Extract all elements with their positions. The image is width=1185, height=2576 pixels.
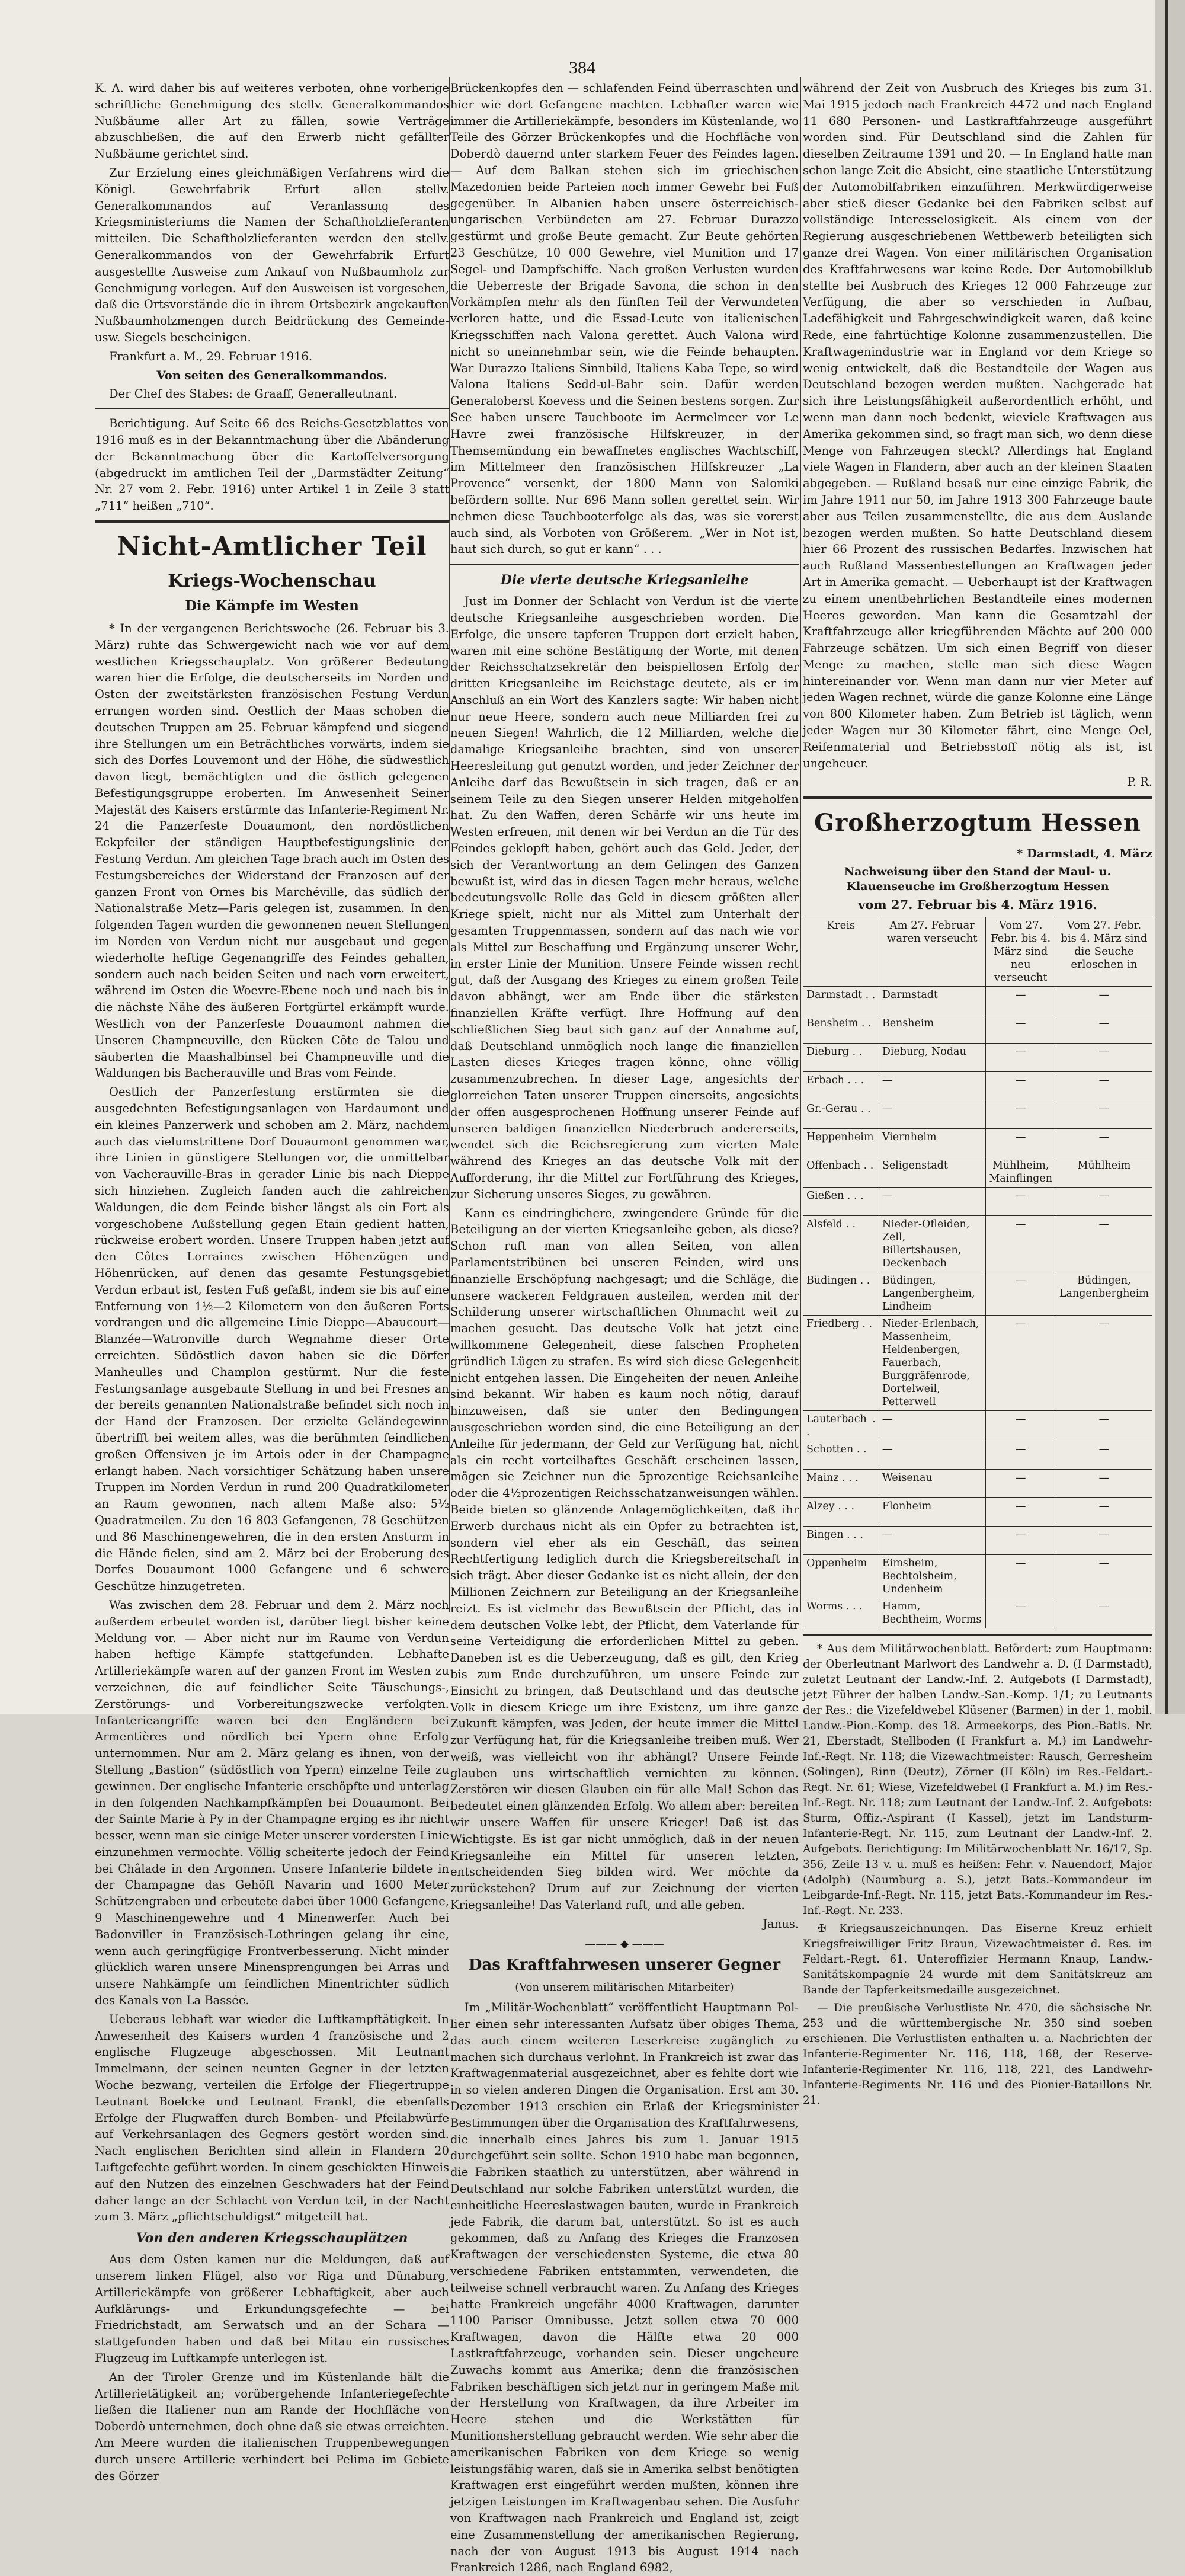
column-2 (450, 80, 799, 2575)
table-cell-verseucht: Nieder-Ofleiden, Zell, Billertshausen, Deckenbach (879, 1215, 985, 1272)
article-subtitle: Die Kämpfe im Westen (185, 597, 359, 614)
table-cell-erloschen: — (1056, 1315, 1152, 1410)
table-cell-erloschen: — (1056, 1497, 1152, 1526)
table-header-row (803, 917, 1152, 986)
table-cell-verseucht: Nieder-Erlenbach, Massenheim, Heldenbergen, Fauerbach, Burggräfenrode, Dortelweil, Petterweil (879, 1315, 985, 1410)
table-row (803, 1441, 1152, 1469)
table-cell-kreis: Heppenheim (803, 1128, 879, 1157)
epidemic-table (803, 917, 1152, 1628)
table-cell-kreis: Gr.-Gerau . . (803, 1100, 879, 1128)
column-divider (800, 77, 801, 1612)
table-cell-verseucht: Eimsheim, Bechtolsheim, Undenheim (879, 1554, 985, 1598)
ornament-divider: ——— ◆ ——— (585, 1937, 664, 1950)
column-1 (95, 80, 449, 2483)
table-cell-neu: — (985, 1469, 1056, 1497)
military-notice: — Die preußische Verlustliste Nr. 470, die sächsische Nr. 253 und die württembergische Nr. 350 sind soeben erschienen. Die Verlustlisten enthalten u. a. Nachrichten der Infanterie-Regimenter Nr. 116, 118, 168, der Reserve-Infanterie-Regimenter Nr. 116, 118, 221, des Landwehr-Infanterie-Regiments Nr. 116 und des Pionier-Bataillons Nr. 21. (803, 2001, 1152, 2107)
table-cell-verseucht: Bensheim (879, 1015, 985, 1043)
dateline: * Darmstadt, 4. März (1017, 847, 1152, 861)
table-row (803, 1071, 1152, 1100)
table-row (803, 1272, 1152, 1315)
decree-paragraph: K. A. wird daher bis auf weiteres verboten, ohne vorherige schriftliche Genehmigung des stellv. Generalkommandos Nußbäume aller Art zu fällen, sowie Verträge abzuschließen, die auf den Erwerb nicht gefällter Nußbäume gerichtet sind. (95, 81, 449, 161)
table-row (803, 986, 1152, 1015)
table-cell-neu: — (985, 1128, 1056, 1157)
table-cell-erloschen: — (1056, 1410, 1152, 1441)
table-cell-neu: — (985, 1410, 1056, 1441)
article-paragraph: Ueberaus lebhaft war wieder die Luftkampftätigkeit. In Anwesenheit des Kaisers wurden 4 französische und 2 englische Flugzeuge abgeschossen. Mit Leutnant Immelmann, der seinen neunten Gegner in der letzten Woche bezwang, verteilen die Erfolge der Fliegertruppe Leutnant Boelcke und Leutnant Frankl, die ebenfalls Erfolge der Flugwaffen durch Bomben- und Pfeilabwürfe auf Verkehrsanlagen des Gegners gestört worden sind. Nach englischen Berichten sind allein in Flandern 20 Luftgefechte geführt worden. In einem geschickten Hinweis auf den Nutzen des einzelnen Geschwaders hat der Feind daher lange an der Schlacht von Verdun teil, in der Nacht zum 3. März „pflichtschuldigst“ mitgeteilt hat. (95, 2012, 449, 2224)
column-header: Am 27. Februar waren verseucht (879, 917, 985, 986)
article-paragraph: Oestlich der Panzerfestung erstürmten sie die ausgedehnten Befestigungsanlagen von Hardaumont und ein kleines Panzerwerk und schoben am 2. März, nachdem auch das vielumstrittene Dorf Douaumont genommen war, ihre Linien in günstigere Stellungen vor, die unmittelbar von Vacherauville-Bras in gerader Linie bis nach Dieppe sich hinziehen. Zugleich fanden auch die zahlreichen Waldungen, die dem Feinde bisher längst als ein Fort als vorgeschobene Außstellung gegen Etain gedient hatten, rückweise erobert worden. Unsere Truppen haben jetzt auf den Côtes Lorraines zwischen Höhenzügen und Höhenrücken, auf denen das gesamte Festungsgebiet Verdun erbaut ist, festen Fuß gefaßt, indem sie bis auf eine Entfernung von 1½—2 Kilometern von den äußeren Forts vordrangen und die allgemeine Linie Dieppe—Abaucourt—Blanzée—Watronville durch Wegnahme dieser Orte erreichten. Südöstlich davon haben sie die Dörfer Manheulles und Champlon gestürmt. Nur die feste Festungsanlage ausgebaute Stellung in und bei Fresnes an der bereits genannten Nationalstraße befindet sich noch in der Hand der Franzosen. Der erzielte Geländegewinn übertrifft bei weitem alles, was die berühmten feindlichen großen Offensiven je im Artois oder in der Champagne erlangt haben. Nach vorsichtiger Schätzung haben unsere Truppen im Norden Verdun in rund 200 Quadratkilometer an Raum gewonnen, nach altem Maße also: 5½ Quadratmeilen. Zu den 16 803 Gefangenen, 78 Geschützen und 86 Maschinengewehren, die in den ersten Ansturm in die Hände fielen, sind am 2. März bei der Eroberung des Dorfes Douaumont 1000 Gefangene und 6 schwere Geschütze hinzugetreten. (95, 1085, 449, 1593)
table-cell-kreis: Büdingen . . (803, 1272, 879, 1315)
table-title: Nachweisung über den Stand der Maul- u. Klauenseuche im Großherzogtum Hessen (844, 865, 1112, 894)
table-row (803, 1015, 1152, 1043)
table-cell-verseucht: Viernheim (879, 1128, 985, 1157)
table-cell-erloschen: — (1056, 1187, 1152, 1215)
table-cell-neu: — (985, 1598, 1056, 1628)
table-cell-verseucht: Darmstadt (879, 986, 985, 1015)
table-period: vom 27. Februar bis 4. März 1916. (858, 897, 1097, 913)
table-row (803, 1215, 1152, 1272)
table-cell-kreis: Gießen . . . (803, 1187, 879, 1215)
table-cell-erloschen: Mühlheim (1056, 1157, 1152, 1187)
table-cell-verseucht: — (879, 1526, 985, 1554)
table-cell-erloschen: — (1056, 1441, 1152, 1469)
table-cell-verseucht: Flonheim (879, 1497, 985, 1526)
table-cell-verseucht: Seligenstadt (879, 1157, 985, 1187)
divider (95, 408, 449, 409)
authority-line: Von seiten des Generalkommandos. (156, 368, 387, 382)
table-cell-neu: — (985, 1554, 1056, 1598)
table-cell-kreis: Offenbach . . (803, 1157, 879, 1187)
table-cell-kreis: Darmstadt . . (803, 986, 879, 1015)
table-cell-verseucht: — (879, 1100, 985, 1128)
page-number: 384 (569, 58, 595, 78)
table-cell-kreis: Bensheim . . (803, 1015, 879, 1043)
table-cell-verseucht: — (879, 1071, 985, 1100)
article-title: Kriegs-Wochenschau (168, 570, 376, 591)
table-cell-verseucht: Weisenau (879, 1469, 985, 1497)
table-row (803, 1469, 1152, 1497)
table-cell-erloschen: — (1056, 986, 1152, 1015)
table-cell-verseucht: — (879, 1410, 985, 1441)
article-paragraph: während der Zeit von Ausbruch des Krieges bis zum 31. Mai 1915 jedoch nach Frankreich 4472 und nach England 11 680 Personen- und Lastkraftfahrzeuge ausgeführt worden sind. Für Deutschland sind die Zahlen für dieselben Zeitraume 1391 und 20. — In England hatte man schon lange Zeit die Absicht, eine staatliche Unterstützung der Automobilfabriken einzuführen. Merkwürdigerweise aber stieß dieser Gedanke bei den Fabriken selbst auf vollständige Interesselosigkeit. Als einem von der Regierung ausgeschriebenen Wettbewerb beteiligten sich ganze drei Wagen. Von einer militärischen Organisation des Kraftfahrwesens war keine Rede. Der Automobilklub stellte bei Ausbruch des Krieges 12 000 Fahrzeuge zur Verfügung, die aber so verschieden in Aufbau, Ladefähigkeit und Fahrgeschwindigkeit waren, daß keine Rede, eine fahrtüchtige Kolonne zusammenzustellen. Die Kraftwagenindustrie war in England vor dem Kriege so wenig entwickelt, daß die Bestandteile der Wagen aus Deutschland bezogen werden mußten. Nachgerade hat sich ihre Leistungsfähigkeit außerordentlich erhöht, und wenn man dann noch bedenkt, wieviele Kraftwagen aus Amerika gekommen sind, so fragt man sich, wo denn diese Menge von Fahrzeugen steckt? Allerdings hat England viele Wagen in Flandern, aber auch an der kleinen Staaten abgegeben. — Rußland besaß nur eine einzige Fabrik, die im Jahre 1911 nur 50, im Jahre 1913 300 Fahrzeuge baute aber aus Teilen zusammenstellte, die aus dem Auslande bezogen werden mußten. So hatte Deutschland diesem hier 66 Prozent des russischen Bedarfes. Inzwischen hat auch Rußland Massenbestellungen an Kraftwagen jeder Art in Amerika gemacht. — Ueberhaupt ist der Kraftwagen zu einem unentbehrlichen Bestandteile eines modernen Heeres geworden. Man kann die Gesamtzahl der Kraftfahrzeuge aller kriegführenden Mächte auf 200 000 Fahrzeuge schätzen. Um sich einen Begriff von dieser Menge zu machen, stelle man sich diese Wagen hintereinander vor. Wenn man dann nur vier Meter auf jeden Wagen rechnet, würde die ganze Kolonne eine Länge von 800 Kilometer haben. Zum Betrieb ist täglich, wenn jeder Wagen nur 30 Kilometer fährt, eine Menge Oel, Reifenmaterial und Betriebsstoff nötig als ist, ist ungeheuer. (803, 81, 1152, 770)
table-cell-kreis: Bingen . . . (803, 1526, 879, 1554)
table-cell-kreis: Alsfeld . . (803, 1215, 879, 1272)
table-cell-verseucht: Dieburg, Nodau (879, 1043, 985, 1071)
signature-line: Der Chef des Stabes: de Graaff, Generalleutnant. (109, 387, 398, 401)
table-row (803, 1187, 1152, 1215)
table-cell-erloschen: — (1056, 1100, 1152, 1128)
table-cell-verseucht: — (879, 1441, 985, 1469)
article-title: Das Kraftfahrwesen unserer Gegner (468, 1956, 781, 1975)
table-row (803, 1554, 1152, 1598)
table-cell-kreis: Erbach . . . (803, 1071, 879, 1100)
military-notice: * Aus dem Militärwochenblatt. Befördert: zum Hauptmann: der Oberleutnant Marlwort des Landwehr a. D. (I Darmstadt), zuletzt Leutnant der Landw.-Inf. 2. Aufgebots (I Darmstadt), jetzt Führer der halben Landw.-San.-Komp. 1/1; zu Leutnants der Res.: die Vizefeldwebel Klüsener (Barmen) in der 1. mobil. Landw.-Pion.-Komp. des 18. Armeekorps, des Pion.-Batls. Nr. 21, Eberstadt, Stellboden (I Frankfurt a. M.) im Landwehr-Inf.-Regt. Nr. 118; die Vizewachtmeister: Rausch, Gerresheim (Solingen), Rinn (Deutz), Zörner (II Köln) im Res.-Feldart.-Regt. Nr. 61; Wiese, Vizefeldwebel (I Frankfurt a. M.) im Res.-Inf.-Regt. Nr. 118; zum Leutnant der Landw.-Inf. 2. Aufgebots: Sturm, Offiz.-Aspirant (I Kassel), jetzt im Landsturm-Infanterie-Regt. Nr. 115, zum Leutnant der Landw.-Inf. 2. Aufgebots. Berichtigung: Im Militärwochenblatt Nr. 16/17, Sp. 356, Zeile 13 v. u. muß es heißen: Fehr. v. Nauendorf, Major (Adolph) (Naumburg a. S.), jetzt Bats.-Kommandeur im Leibgarde-Inf.-Regt. Nr. 115, jetzt Bats.-Kommandeur im Res.-Inf.-Regt. Nr. 233. (803, 1642, 1152, 1917)
table-row (803, 1157, 1152, 1187)
article-paragraph: Kann es eindringlichere, zwingendere Gründe für die Beteiligung an der vierten Kriegsanleihe geben, als diese? Schon ruft man von allen Seiten, von allen Parlamentstribünen bei unseren Feinden, wird uns finanzielle Erschöpfung nachgesagt; und die Schläge, die unsere wackeren Feldgrauen austeilen, werden mit der Schilderung unserer wirtschaftlichen Ohnmacht weit zu machen gesucht. Das deutsche Volk hat jetzt eine willkommene Gelegenheit, diese falschen Propheten gründlich Lügen zu strafen. Es wird sich diese Gelegenheit nicht entgehen lassen. Die Eingeheiten der neuen Anleihe sind bekannt. Wir haben es kaum noch nötig, darauf hinzuweisen, daß sie unter den Bedingungen ausgeschrieben worden sind, die eine Beteiligung an der Anleihe für jedermann, der Geld zur Verfügung hat, nicht als ein recht vorteilhaftes Geschäft erscheinen lassen, mögen sie Zeichner nun die 5prozentige Reichsanleihe oder die 4½prozentigen Reichsschatzanweisungen wählen. Beide bieten so glänzende Anlagemöglichkeiten, daß ihr Erwerb durchaus nicht als ein Opfer zu betrachten ist, sondern viel eher als ein Geschäft, das seinen Rechtfertigung lediglich durch die Kriegsbereitschaft in sich trägt. Aber dieser Gedanke ist es nicht allein, der den Millionen Zeichnern zur Beteiligung an der Kriegsanleihe reizt. Es ist vielmehr das Bewußtsein der Pflicht, das in dem deutschen Volke lebt, der Pflicht, dem Vaterlande für seine Verteidigung die erforderlichen Mittel zu geben. Daneben ist es die Ueberzeugung, daß es gilt, den Krieg bis zum Ende durchzuführen, um unsere Feinde zur Einsicht zu bringen, daß Deutschland und das deutsche Volk in diesem Kriege um ihre Existenz, um ihre ganze Zukunft kämpfen, was Jeden, der heute immer die Mittel zur Verfügung hat, für die Kriegsanleihe treiben muß. Wer weiß, was vielleicht von ihr abhängt? Unsere Feinde glauben uns wirtschaftlich vernichten zu können. Zerstören wir diesen Glauben ein für alle Mal! Schon das bedeutet einen glänzenden Erfolg. Wo allem aber: bereiten wir unsere Waffen für unsere Krieger! Daß ist das Wichtigste. Es ist gar nicht unmöglich, daß in der neuen Kriegsanleihe ein Mittel für unseren letzten, entscheidenden Sieg bilden wird. Wer möchte da zurückstehen? Drum auf zur Zeichnung der vierten Kriegsanleihe! Das Vaterland ruft, und alle geben. (450, 1206, 799, 1912)
military-notice: ✠ Kriegsauszeichnungen. Das Eiserne Kreuz erhielt Kriegsfreiwilliger Fritz Braun, Vizewachtmeister d. Res. im Feldart.-Regt. 61. Unteroffizier Hermann Knaup, Landw.-Sanitätskompagnie 24 wurde mit dem Sanitätskreuz am Bande der Tapferkeitsmedaille ausgezeichnet. (803, 1922, 1152, 1996)
table-cell-neu: — (985, 1100, 1056, 1128)
column-header: Vom 27. Febr. bis 4. März sind neu verseucht (985, 917, 1056, 986)
table-cell-erloschen: — (1056, 1128, 1152, 1157)
article-signature: Janus. (763, 1916, 799, 1931)
table-cell-kreis: Lauterbach . . (803, 1410, 879, 1441)
table-cell-erloschen: — (1056, 1043, 1152, 1071)
divider (95, 520, 449, 523)
table-cell-erloschen: — (1056, 1469, 1152, 1497)
binding-edge (1165, 0, 1168, 1714)
article-paragraph: Brückenkopfes den — schlafenden Feind überraschten und hier wie dort Gefangene machten. Lebhafter waren wie immer die Artilleriekämpfe, besonders im Küstenlande, wo Teile des Görzer Brückenkopfes und die Hochfläche von Doberdò dauernd unter starkem Feuer des Feindes lagen. — Auf dem Balkan stehen sich im griechischen Mazedonien beide Parteien noch immer Gewehr bei Fuß gegenüber. In Albanien haben unsere österreichisch-ungarischen Verbündeten am 27. Februar Durazzo gestürmt und große Beute gemacht. Zur Beute gehörten 23 Geschütze, 10 000 Gewehre, viel Munition und 17 Segel- und Dampfschiffe. Nach großen Verlusten wurden die Ueberreste der Brigade Savona, die schon in den Vorkämpfen mehr als den fünften Teil der Verwundeten verloren hatte, und die Essad-Leute von italienischen Kriegsschiffen nach Valona gerettet. Auch Valona wird nicht so uneinnehmbar sein, wie die Feinde behaupten. War Durazzo Italiens Sinnbild, Italiens Kaba Tepe, so wird Valona Italiens Sedd-ul-Bahr sein. Dafür werden Generaloberst Koevess und die Seinen bestens sorgen. Zur See haben unsere Tauchboote im Aermelmeer vor Le Havre zwei französische Hilfskreuzer, in der Themsemündung ein bewaffnetes englisches Wachtschiff, im Mittelmeer den französischen Hilfskreuzer „La Provence“ versenkt, der 1800 Mann von Saloniki befördern sollte. Nur 696 Mann sollen gerettet sein. Wir nehmen diese Tauchbooterfolge als das, was sie vorerst auch sind, als Vorboten von Größerem. „Wer in Not ist, haut sich durch, so gut er kann“ . . . (450, 81, 799, 556)
article-paragraph: An der Tiroler Grenze und im Küstenlande hält die Artillerietätigkeit an; vorübergehende Infanteriegefechte ließen die Italiener nun am Rande der Hochfläche von Doberdò unternehmen, doch ohne daß sie etwas erreichten. Am Meere wurden die italienischen Truppenbewegungen durch unsere Artillerie verhindert bei Pelima im Gebiete des Görzer (95, 2370, 449, 2483)
table-cell-neu: — (985, 1497, 1056, 1526)
table-cell-erloschen: — (1056, 1071, 1152, 1100)
table-cell-neu: Mühlheim, Mainflingen (985, 1157, 1056, 1187)
table-cell-neu: — (985, 1215, 1056, 1272)
table-cell-erloschen: — (1056, 1015, 1152, 1043)
column-3 (803, 80, 1152, 2107)
page-edge (1155, 0, 1185, 1714)
correction-notice: Berichtigung. Auf Seite 66 des Reichs-Gesetzblattes von 1916 muß es in der Bekanntmachung über die Abänderung der Bekanntmachung über die Kartoffelversorgung (abgedruckt im amtlichen Teil der „Darmstädter Zeitung“ Nr. 27 vom 2. Febr. 1916) unter Artikel 1 in Zeile 3 statt „711“ heißen „710“. (95, 417, 449, 513)
table-cell-neu: — (985, 1315, 1056, 1410)
table-cell-neu: — (985, 1071, 1056, 1100)
divider (803, 1634, 1152, 1636)
table-cell-neu: — (985, 1043, 1056, 1071)
table-cell-verseucht: — (879, 1187, 985, 1215)
table-row (803, 1043, 1152, 1071)
decree-paragraph: Zur Erzielung eines gleichmäßigen Verfahrens wird die Königl. Gewehrfabrik Erfurt allen stellv. Generalkommandos auf Veranlassung des Kriegsministeriums die Namen der Schaftholzlieferanten mitteilen. Die Schaftholzlieferanten werden den stellv. Generalkommandos von der Gewehrfabrik Erfurt ausgestellte Ausweise zum Ankauf von Nußbaumholz zur Genehmigung vorlegen. Auf den Ausweisen ist vorgesehen, daß die Ortsvorstände die in ihrem Ortsbezirk angekauften Nußbaumholzmengen durch Beidrückung des Gemeinde- usw. Siegels bescheinigen. (95, 165, 449, 344)
article-paragraph: Aus dem Osten kamen nur die Meldungen, daß auf unserem linken Flügel, also vor Riga und Dünaburg, Artilleriekämpfe von größerer Lebhaftigkeit, aber auch Aufklärungs- und Erkundungsgefechte — bei Friedrichstadt, am Serwatsch und an der Schara — stattgefunden haben und daß bei Mitau ein russisches Flugzeug im Luftkampfe unterlegen ist. (95, 2252, 449, 2365)
table-cell-kreis: Worms . . . (803, 1598, 879, 1628)
table-cell-neu: — (985, 1015, 1056, 1043)
table-cell-kreis: Alzey . . . (803, 1497, 879, 1526)
table-row (803, 1128, 1152, 1157)
table-row (803, 1410, 1152, 1441)
table-cell-kreis: Dieburg . . (803, 1043, 879, 1071)
divider (803, 796, 1152, 799)
article-paragraph: Just im Donner der Schlacht von Verdun ist die vierte deutsche Kriegsanleihe ausgeschrieben worden. Die Erfolge, die unsere tapferen Truppen dort erzielt haben, waren mit eine schöne Bestätigung der Worte, mit denen der Reichsschatzsekretär den beispiellosen Erfolg der dritten Kriegsanleihe im Reichstage deutete, als er im Anschluß an ein Wort des Kanzlers sagte: Wir haben nicht nur neue Heere, sondern auch neue Milliarden frei zu neuen Siegen! Wahrlich, die 12 Milliarden, welche die damalige Kriegsanleihe brachten, sind von unserer Heeresleitung gut genutzt worden, und jeder Zeichner der Anleihe darf das Bewußtsein in sich tragen, daß er an seinem Teile zu den Siegen unserer Helden mitgeholfen hat. Zu den Waffen, deren Schärfe wir uns heute im Westen erfreuen, mit denen wir bei Verdun an die Tür des Feindes geklopft haben, gehört auch das Geld. Jeder, der sich der Verantwortung an dem Gelingen des Ganzen bewußt ist, wird das in diesen Tagen mehr heraus, welche bedeutungsvolle Rolle das Geld in diesem größten aller Kriege spielt, nicht nur als Mittel zum Unterhalt der gesamten Truppenmassen, sondern auf das nach wie vor als Mittel zur Beschaffung und Ergänzung unserer Wehr, in erster Linie der Munition. Unsere Feinde wissen recht gut, daß der Ausgang des Krieges zu einem großen Teile davon abhängt, wer am Ende über die stärksten finanziellen Kräfte verfügt. Ihre Hoffnung auf den schließlichen Sieg baut sich ganz auf der Annahme auf, daß Deutschland unmöglich noch lange die finanziellen Lasten dieses Krieges tragen könne, ohne völlig zusammenzubrechen. In dieser Lage, angesichts der glorreichen Taten unserer Truppen einerseits, angesichts der offen ausgesprochenen Hoffnung unserer Feinde auf unseren baldigen finanziellen Niederbruch andererseits, wendet sich die Reichsregierung zum vierten Male während des Krieges an das deutsche Volk mit der Aufforderung, ihr die Mittel zur Fortführung des Krieges, zur Sicherung unseres Sieges, zu gewähren. (450, 594, 799, 1201)
table-cell-neu: — (985, 986, 1056, 1015)
article-paragraph: * In der vergangenen Berichtswoche (26. Februar bis 3. März) ruhte das Schwergewicht nach wie vor auf dem westlichen Kriegsschauplatz. Von größerer Bedeutung waren hier die Erfolge, die deutscherseits im Norden und Osten der zweitstärksten französischen Festung Verdun errungen worden sind. Oestlich der Maas schoben die deutschen Truppen am 25. Februar kämpfend und siegend ihre Stellungen um ein Beträchtliches vorwärts, indem sie sich des Dorfes Louvemont und der Höhe, die südwestlich davon liegt, bemächtigten und die östlich gelegenen Befestigungsgruppe eroberten. Im Anwesenheit Seiner Majestät des Kaisers erstürmte das Infanterie-Regiment Nr. 24 die Panzerfeste Douaumont, den nordöstlichen Eckpfeiler der ständigen Hauptbefestigungslinie der Festung Verdun. Am gleichen Tage brach auch im Osten des Festungsbereiches der Widerstand der Franzosen auf der ganzen Front von Ornes bis Marchéville, das südlich der Nationalstraße Metz—Paris gelegen ist, zusammen. In den folgenden Tagen wurden die gewonnenen neuen Stellungen im Norden von Verdun nicht nur ausgebaut und gegen wiederholte heftige Gegenangriffe des Feindes gehalten, sondern auch nach beiden Seiten und nach vorn erweitert, während im Osten die Woevre-Ebene noch und nach bis in die nächste Nähe des äußeren Fortgürtel erkämpft wurde. Westlich von der Panzerfeste Douaumont nahmen die Unseren Champneuville, den Rücken Côte de Talou und säuberten die Maashalbinsel bei Champneuville und die Waldungen bis Bacherauville und Bras vom Feinde. (95, 621, 449, 1080)
column-header: Vom 27. Febr. bis 4. März sind die Seuche erloschen in (1056, 917, 1152, 986)
table-cell-neu: — (985, 1526, 1056, 1554)
table-cell-erloschen: — (1056, 1526, 1152, 1554)
article-paragraph: Was zwischen dem 28. Februar und dem 2. März noch außerdem erbeutet worden ist, darüber liegt bisher keine Meldung vor. — Aber nicht nur im Raume von Verdun haben heftige Kämpfe stattgefunden. Lebhafte Artilleriekämpfe waren auf der ganzen Front im Westen zu verzeichnen, die auf feindlicher Seite Täuschungs-, Zerstörungs- und Vorbereitungszwecke verfolgten. Infanterieangriffe waren bei den Engländern bei Armentières und nördlich bei Ypern ohne Erfolg unternommen. Nur am 2. März gelang es ihnen, von der Stellung „Bastion“ (südöstlich von Ypern) einzelne Teile zu gewinnen. Der englische Infanterie erschöpfte und unterlag in den folgenden Nachkampfkämpfen bei Douaumont. Bei der Sainte Marie à Py in der Champagne erging es ihr nicht besser, wenn man sie einige Meter unserer vordersten Linie einzunehmen vermochte. Völlig scheiterte jedoch der Feind bei Châlade in den Argonnen. Unsere Infanterie bildete in der Champagne das Gehöft Navarin und 1600 Meter Schützengraben und erbeutete dabei über 1000 Gefangene, 9 Maschinengewehre und 4 Minenwerfer. Auch bei Badonviller in Französisch-Lothringen gelang ihr eine, wenn auch geringfügige Frontverbesserung. Nicht minder glücklich waren unsere Minensprengungen bei Arras und unsere Nahkämpfe um feindlichen Minentrichter südlich des Kanals von La Bassée. (95, 1598, 449, 2008)
table-cell-kreis: Schotten . . (803, 1441, 879, 1469)
divider (450, 564, 799, 565)
article-byline: (Von unserem militärischen Mitarbeiter) (515, 1981, 734, 1994)
section-title: Nicht-Amtlicher Teil (117, 531, 427, 562)
table-cell-neu: — (985, 1441, 1056, 1469)
table-cell-verseucht: Büdingen, Langenbergheim, Lindheim (879, 1272, 985, 1315)
table-row (803, 1315, 1152, 1410)
dateline: Frankfurt a. M., 29. Februar 1916. (109, 349, 313, 363)
table-cell-kreis: Friedberg . . (803, 1315, 879, 1410)
article-title: Die vierte deutsche Kriegsanleihe (500, 572, 749, 588)
table-cell-erloschen: — (1056, 1215, 1152, 1272)
table-row (803, 1497, 1152, 1526)
state-title: Großherzogtum Hessen (814, 809, 1141, 837)
table-row (803, 1526, 1152, 1554)
article-paragraph: Im „Militär-Wochenblatt“ veröffentlicht Hauptmann Pol-lier einen sehr interessanten Aufsatz über obiges Thema, das auch einem weiteren Leserkreise zugänglich zu machen sich durchaus verlohnt. In Frankreich ist zwar das Kraftwagenmaterial ausgezeichnet, aber es fehlte dort wie in so vielen anderen Dingen die Organisation. Erst am 30. Dezember 1913 erschien ein Erlaß der Kriegsminister Bestimmungen über die Organisation des Kraftfahrwesens, die innerhalb eines Jahres bis zum 1. Januar 1915 durchgeführt sein sollte. Schon 1910 habe man begonnen, die Fabriken staatlich zu unterstützen, aber während in Deutschland nur solche Fabriken unterstützt wurden, die einheitliche Heereslastwagen bauten, wurde in Frankreich jede Fabrik, die darum bat, unterstützt. So ist es auch gekommen, daß zu Anfang des Krieges die Franzosen Kraftwagen der verschiedensten Systeme, die etwa 80 verschiedene Fabriken entstammten, verwendeten, die teilweise schnell verbraucht waren. Zu Anfang des Krieges hatte Frankreich ungefähr 4000 Kraftwagen, darunter 1100 Pariser Omnibusse. Jetzt sollen etwa 70 000 Kraftwagen, davon die Hälfte etwa 20 000 Lastkraftfahrzeuge, vorhanden sein. Dieser ungeheure Zuwachs kommt aus Amerika; denn die französischen Fabriken beschäftigen sich jetzt nur in geringem Maße mit der Herstellung von Kraftwagen, da ihre Arbeiter im Heere stehen und die Werkstätten für Munitionsherstellung gebraucht werden. Wie sehr aber die amerikanischen Fabriken von dem Kriege so wenig leistungsfähig waren, daß sie in Amerika selbst benötigten Kraftwagen erst eingeführt werden mußten, können ihre jetzigen Leistungen im Kraftwagenbau sehen. Die Ausfuhr von Kraftwagen nach Frankreich und England ist, zeigt eine Zusammenstellung der amerikanischen Regierung, nach der von August 1913 bis August 1914 nach Frankreich 1286, nach England 6982, (450, 2001, 799, 2575)
table-row (803, 1100, 1152, 1128)
article-signature: P. R. (1127, 775, 1152, 789)
table-cell-neu: — (985, 1187, 1056, 1215)
section-subtitle: Von den anderen Kriegsschauplätzen (136, 2231, 408, 2247)
table-cell-kreis: Mainz . . . (803, 1469, 879, 1497)
table-cell-verseucht: Hamm, Bechtheim, Worms (879, 1598, 985, 1628)
column-header: Kreis (803, 917, 879, 986)
table-cell-erloschen: — (1056, 1598, 1152, 1628)
table-cell-erloschen: Büdingen, Langenbergheim (1056, 1272, 1152, 1315)
table-cell-neu: — (985, 1272, 1056, 1315)
table-cell-erloschen: — (1056, 1554, 1152, 1598)
table-row (803, 1598, 1152, 1628)
table-cell-kreis: Oppenheim (803, 1554, 879, 1598)
